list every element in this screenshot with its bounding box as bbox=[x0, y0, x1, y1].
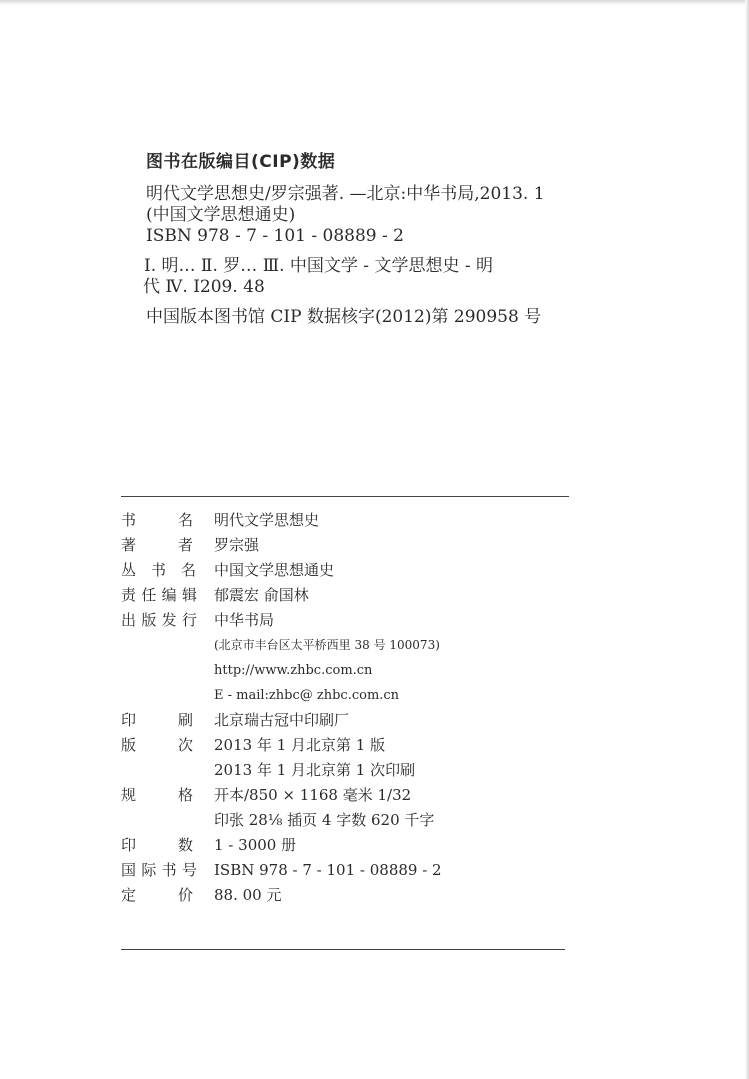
imprint-value bbox=[214, 858, 581, 883]
imprint-label-char: 书 bbox=[150, 561, 166, 579]
imprint-label-char: 辑 bbox=[181, 586, 197, 604]
cip-title-line: 明代文学思想史/罗宗强著. —北京:中华书局,2013. 1 bbox=[146, 184, 545, 204]
imprint-label bbox=[121, 508, 193, 533]
imprint-value-line: 印张 28⅛ 插页 4 字数 620 千字 bbox=[214, 811, 435, 829]
imprint-label-char: 次 bbox=[177, 736, 193, 754]
imprint-label-char: 书 bbox=[121, 511, 137, 529]
imprint-row bbox=[121, 508, 581, 533]
cip-gap bbox=[146, 247, 646, 256]
imprint-value-line: 罗宗强 bbox=[214, 536, 260, 554]
imprint-label-char: 定 bbox=[121, 886, 137, 904]
cip-gap bbox=[146, 298, 646, 307]
imprint-value bbox=[214, 733, 581, 783]
imprint-table bbox=[121, 508, 581, 908]
imprint-label bbox=[121, 858, 197, 883]
imprint-label bbox=[121, 883, 193, 908]
imprint-label-char: 版 bbox=[121, 736, 137, 754]
bottom-divider bbox=[121, 949, 565, 950]
cip-block bbox=[143, 152, 646, 328]
imprint-value-line: 北京瑞古冠中印刷厂 bbox=[214, 711, 350, 729]
imprint-label bbox=[121, 583, 197, 608]
imprint-row bbox=[121, 708, 581, 733]
imprint-label-char: 际 bbox=[141, 861, 157, 879]
imprint-label-char: 者 bbox=[177, 536, 193, 554]
imprint-value-line: ISBN 978 - 7 - 101 - 08889 - 2 bbox=[214, 861, 442, 879]
imprint-value-line: http://www.zhbc.com.cn bbox=[214, 663, 373, 678]
imprint-label-char: 价 bbox=[177, 886, 193, 904]
imprint-label-char: 刷 bbox=[177, 711, 193, 729]
imprint-label bbox=[121, 733, 193, 758]
top-divider bbox=[121, 496, 569, 497]
imprint-value bbox=[214, 583, 581, 608]
imprint-label bbox=[121, 533, 193, 558]
imprint-row bbox=[121, 858, 581, 883]
imprint-value bbox=[214, 608, 581, 708]
cip-series-line: (中国文学思想通史) bbox=[146, 205, 296, 225]
imprint-value bbox=[214, 833, 581, 858]
imprint-row bbox=[121, 733, 581, 783]
imprint-value-line: (北京市丰台区太平桥西里 38 号 100073) bbox=[214, 638, 440, 652]
imprint-value-line: E - mail:zhbc@ zhbc.com.cn bbox=[214, 688, 400, 703]
imprint-label bbox=[121, 708, 193, 733]
imprint-label-char: 书 bbox=[161, 861, 177, 879]
imprint-label-char: 名 bbox=[180, 561, 196, 579]
imprint-row bbox=[121, 533, 581, 558]
imprint-row bbox=[121, 558, 581, 583]
imprint-value bbox=[214, 783, 581, 833]
imprint-value-line: 中华书局 bbox=[214, 611, 275, 629]
imprint-label-char: 出 bbox=[121, 611, 137, 629]
cip-heading: 图书在版编目(CIP)数据 bbox=[146, 152, 336, 172]
imprint-value-line: 88. 00 元 bbox=[214, 886, 282, 904]
imprint-label-char: 行 bbox=[181, 611, 197, 629]
page-right-edge bbox=[745, 0, 749, 1079]
imprint-label-char: 任 bbox=[141, 586, 157, 604]
cip-classification-line-1: Ⅰ. 明… Ⅱ. 罗… Ⅲ. 中国文学 - 文学思想史 - 明 bbox=[144, 256, 493, 276]
imprint-value bbox=[214, 883, 581, 908]
page-top-edge bbox=[0, 0, 749, 5]
imprint-label bbox=[121, 558, 196, 583]
imprint-value bbox=[214, 508, 581, 533]
imprint-label-char: 编 bbox=[161, 586, 177, 604]
imprint-label-char: 名 bbox=[177, 511, 193, 529]
imprint-value bbox=[214, 708, 581, 733]
imprint-label-char: 丛 bbox=[121, 561, 137, 579]
cip-classification-line-2: 代 Ⅳ. I209. 48 bbox=[143, 277, 265, 297]
imprint-value-line: 郁震宏 俞国林 bbox=[214, 586, 309, 604]
imprint-value bbox=[214, 558, 581, 583]
cip-verification-line: 中国版本图书馆 CIP 数据核字(2012)第 290958 号 bbox=[146, 307, 542, 327]
imprint-row bbox=[121, 783, 581, 833]
imprint-value-line: 1 - 3000 册 bbox=[214, 836, 297, 854]
imprint-label bbox=[121, 833, 193, 858]
imprint-label-char: 印 bbox=[121, 836, 137, 854]
imprint-label-char: 号 bbox=[181, 861, 197, 879]
imprint-label-char: 规 bbox=[121, 786, 137, 804]
imprint-label-char: 国 bbox=[121, 861, 137, 879]
cip-isbn-line: ISBN 978 - 7 - 101 - 08889 - 2 bbox=[146, 226, 404, 246]
imprint-row bbox=[121, 608, 581, 708]
imprint-label bbox=[121, 783, 193, 808]
imprint-label-char: 印 bbox=[121, 711, 137, 729]
imprint-value bbox=[214, 533, 581, 558]
imprint-value-line: 开本/850 × 1168 毫米 1/32 bbox=[214, 786, 412, 804]
imprint-label-char: 格 bbox=[177, 786, 193, 804]
imprint-label-char: 责 bbox=[121, 586, 137, 604]
imprint-value-line: 2013 年 1 月北京第 1 版 bbox=[214, 736, 386, 754]
imprint-value-line: 中国文学思想通史 bbox=[214, 561, 335, 579]
imprint-label-char: 数 bbox=[177, 836, 193, 854]
imprint-value-line: 2013 年 1 月北京第 1 次印刷 bbox=[214, 761, 416, 779]
imprint-label-char: 版 bbox=[141, 611, 157, 629]
imprint-label-char: 发 bbox=[161, 611, 177, 629]
imprint-row bbox=[121, 583, 581, 608]
imprint-label bbox=[121, 608, 197, 633]
imprint-value-line: 明代文学思想史 bbox=[214, 511, 320, 529]
imprint-row bbox=[121, 833, 581, 858]
imprint-row bbox=[121, 883, 581, 908]
imprint-label-char: 著 bbox=[121, 536, 137, 554]
